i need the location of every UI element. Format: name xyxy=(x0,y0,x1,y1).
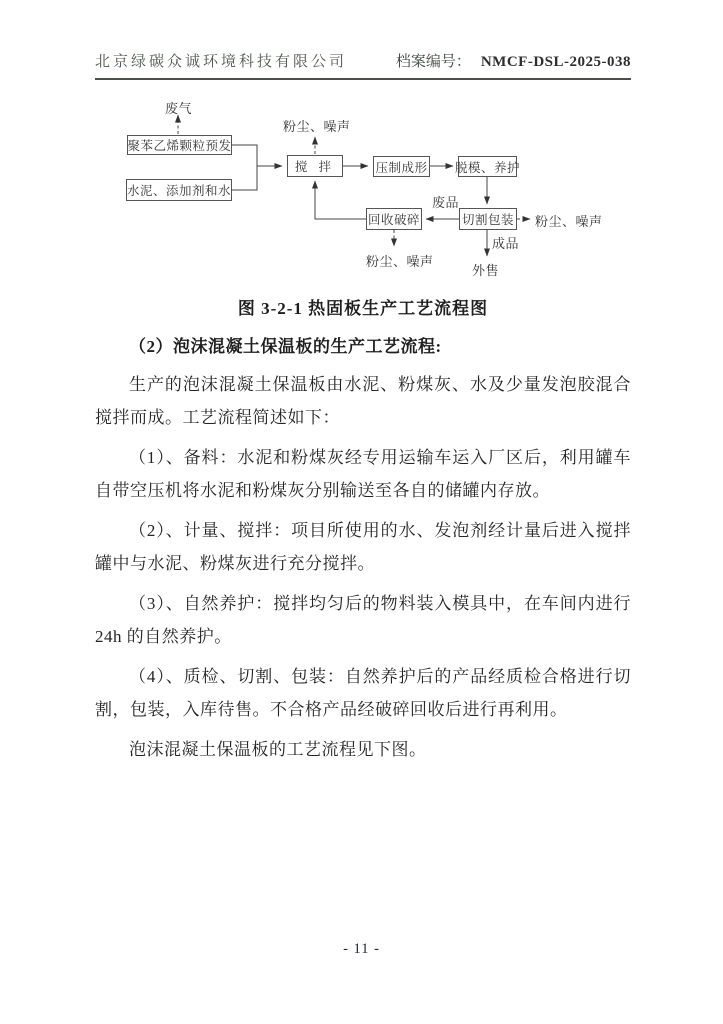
figure-caption: 图 3-2-1 热固板生产工艺流程图 xyxy=(237,299,489,318)
paragraph: 生产的泡沫混凝土保温板由水泥、粉煤灰、水及少量发泡胶混合搅拌而成。工艺流程简述如下： xyxy=(95,375,631,427)
flowchart-label-dust-noise-top: 粉尘、噪声 xyxy=(283,119,351,134)
flowchart-label-dust-noise-bottom: 粉尘、噪声 xyxy=(366,254,434,269)
paragraph: （3）、自然养护：搅拌均匀后的物料装入模具中，在车间内进行 24h 的自然养护。 xyxy=(95,594,631,646)
flowchart-box-eps-prefoam: 聚苯乙烯颗粒预发 xyxy=(127,135,232,155)
document-header xyxy=(95,50,631,80)
flowchart-label-finished-product: 成品 xyxy=(492,236,520,251)
flowchart-label-scrap: 废品 xyxy=(432,195,460,210)
flowchart-box-recycle-crushing: 回收破碎 xyxy=(366,208,422,230)
page-number: - 11 - xyxy=(343,941,380,957)
flowchart-box-cement-additive-water: 水泥、添加剂和水 xyxy=(126,179,232,201)
archive-number: NMCF-DSL-2025-038 xyxy=(480,54,631,70)
archive-label: 档案编号： xyxy=(395,54,471,70)
body-text xyxy=(95,369,631,767)
paragraph: （1）、备料：水泥和粉煤灰经专用运输车运入厂区后，利用罐车自带空压机将水泥和粉煤灰分别输送至各自的储罐内存放。 xyxy=(95,448,631,500)
flowchart-box-demold-curing: 脱模、养护 xyxy=(458,156,517,177)
paragraph: 泡沫混凝土保温板的工艺流程见下图。 xyxy=(129,740,427,759)
flowchart-box-cutting-packing: 切割包装 xyxy=(459,208,517,230)
paragraph: （4）、质检、切割、包装：自然养护后的产品经质检合格进行切割，包装，入库待售。不合格产品经破碎回收后进行再利用。 xyxy=(95,667,631,719)
flowchart-box-mixing: 搅 拌 xyxy=(287,155,343,177)
section-heading: （2）泡沫混凝土保温板的生产工艺流程: xyxy=(129,337,442,356)
flowchart-label-external-sale: 外售 xyxy=(472,263,500,278)
flowchart-label-waste-gas: 废气 xyxy=(165,101,193,116)
process-flowchart xyxy=(115,92,645,288)
page-content xyxy=(95,0,631,775)
archive-number-field xyxy=(396,50,631,71)
company-name: 北京绿碳众诚环境科技有限公司 xyxy=(95,54,348,70)
flowchart-box-press-forming: 压制成形 xyxy=(373,156,430,177)
paragraph: （2）、计量、搅拌：项目所使用的水、发泡剂经计量后进入搅拌罐中与水泥、粉煤灰进行充分搅拌。 xyxy=(95,521,631,573)
flowchart-label-dust-noise-right: 粉尘、噪声 xyxy=(535,214,603,229)
